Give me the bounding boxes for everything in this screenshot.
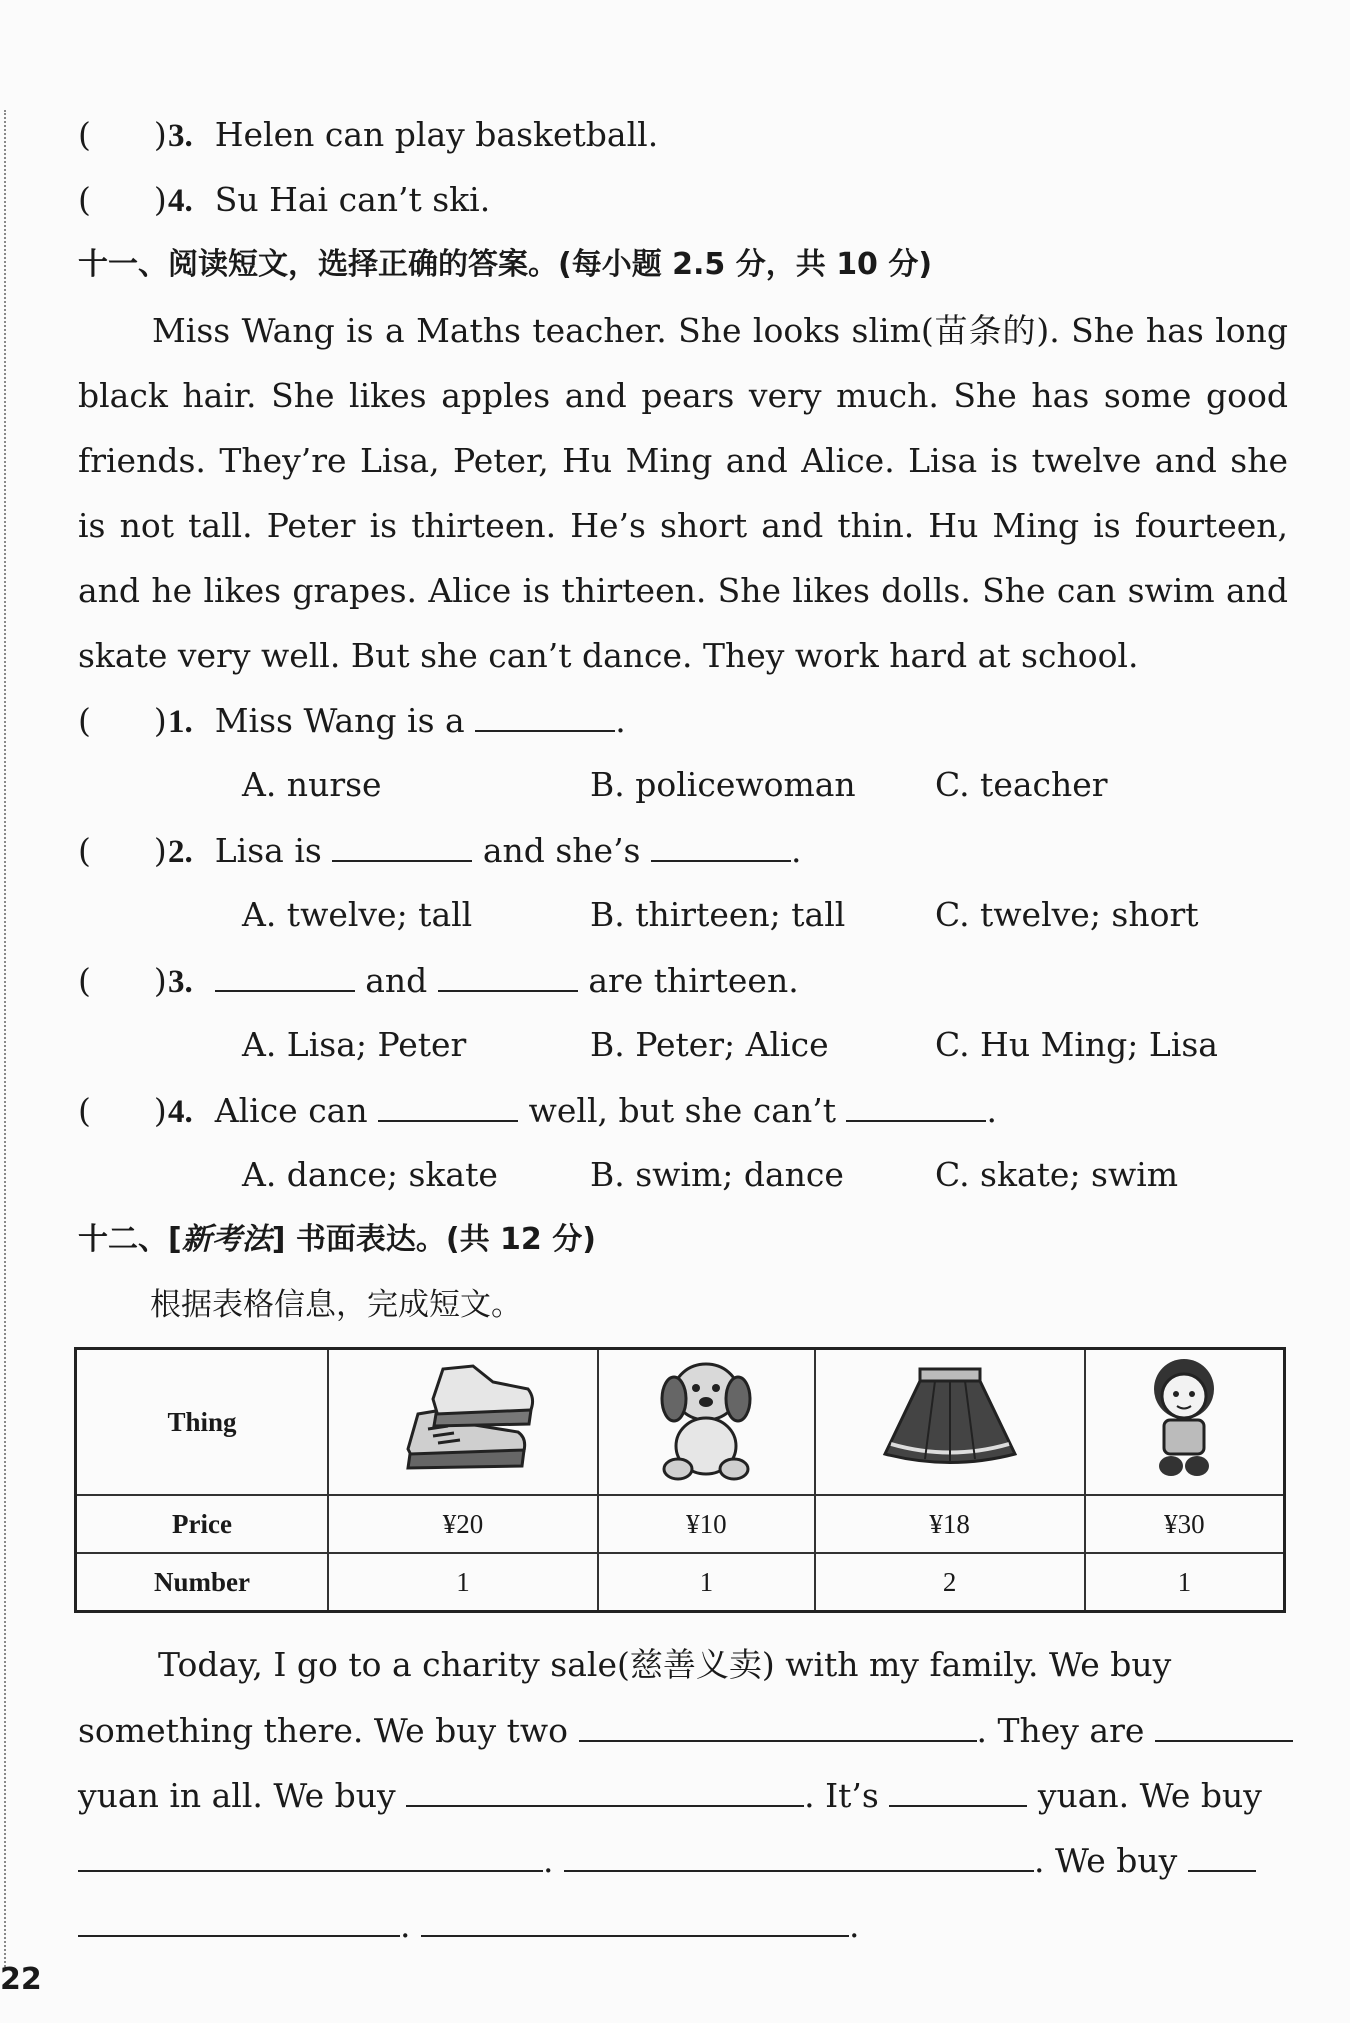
number-cell: 1	[598, 1553, 815, 1612]
price-cell: ¥20	[328, 1495, 598, 1553]
doll-icon	[1129, 1354, 1239, 1484]
section-12-title: 十二、[新考法] 书面表达。(共 12 分)	[78, 1222, 596, 1257]
reading-passage: Miss Wang is a Maths teacher. She looks slim(苗条的). She has long black hair. She likes apples and pears very much. She has some good friends. They’re Lisa, Peter, Hu Ming and Alice. Lisa is twelve and she is not tall. Peter is thirteen. He’s short and thin. Hu Ming is fourteen, and he likes grapes. Alice is thirteen. She likes dolls. She can swim and skate very well. But she can’t dance. They work hard at school.	[78, 311, 1288, 675]
q10-item-3: ( )3. Helen can play basketball.	[78, 115, 659, 154]
answer-blank[interactable]	[475, 700, 615, 732]
essay-blank[interactable]	[889, 1775, 1027, 1807]
number-cell: 2	[815, 1553, 1085, 1612]
answer-blank[interactable]	[215, 960, 355, 992]
s11-q2-option-b: B. thirteen; tall	[590, 895, 846, 934]
thing-cell-toy-dog	[598, 1349, 815, 1496]
q10-item-4: ( )4. Su Hai can’t ski.	[78, 180, 491, 219]
price-cell: ¥30	[1085, 1495, 1285, 1553]
essay-blank[interactable]	[579, 1710, 977, 1742]
price-cell: ¥10	[598, 1495, 815, 1553]
s11-q2-option-c: C. twelve; short	[935, 895, 1199, 934]
number-cell: 1	[328, 1553, 598, 1612]
s11-question-4: ( )4. Alice can well, but she can’t .	[78, 1091, 997, 1130]
answer-blank[interactable]	[332, 830, 472, 862]
row-label-number: Number	[76, 1553, 329, 1612]
s11-q1-option-c: C. teacher	[935, 765, 1108, 804]
essay-line-1: Today, I go to a charity sale(慈善义卖) with my family. We buy	[158, 1645, 1172, 1684]
essay-blank[interactable]	[421, 1905, 849, 1937]
essay-line-2: something there. We buy two . They are	[78, 1710, 1293, 1751]
answer-blank[interactable]	[846, 1090, 986, 1122]
s11-q2-option-a: A. twelve; tall	[242, 895, 473, 934]
essay-blank[interactable]	[406, 1775, 804, 1807]
thing-cell-doll	[1085, 1349, 1285, 1496]
sneakers-icon	[388, 1354, 538, 1484]
s11-question-3: ( )3. and are thirteen.	[78, 961, 799, 1000]
thing-cell-skirt	[815, 1349, 1085, 1496]
price-cell: ¥18	[815, 1495, 1085, 1553]
s11-q1-option-a: A. nurse	[242, 765, 382, 804]
skirt-icon	[875, 1359, 1025, 1479]
s11-q3-option-c: C. Hu Ming; Lisa	[935, 1025, 1218, 1064]
page-number: 22	[0, 1962, 42, 1997]
binding-dotted-line	[4, 110, 6, 1970]
essay-line-5: . .	[78, 1905, 860, 1946]
essay-blank[interactable]	[78, 1905, 400, 1937]
row-label-thing: Thing	[76, 1349, 329, 1496]
s11-q1-option-b: B. policewoman	[590, 765, 856, 804]
row-label-price: Price	[76, 1495, 329, 1553]
section-11-title: 十一、阅读短文，选择正确的答案。(每小题 2.5 分，共 10 分)	[78, 247, 933, 282]
s11-question-2: ( )2. Lisa is and she’s .	[78, 831, 802, 870]
new-test-method-tag: 新考法	[181, 1222, 272, 1257]
essay-line-4: . . We buy	[78, 1840, 1256, 1881]
section-12-instruction: 根据表格信息，完成短文。	[150, 1287, 522, 1323]
answer-blank[interactable]	[378, 1090, 518, 1122]
s11-q4-option-c: C. skate; swim	[935, 1155, 1179, 1194]
essay-blank[interactable]	[1155, 1710, 1293, 1742]
toy-dog-icon	[646, 1354, 766, 1484]
essay-line-3: yuan in all. We buy . It’s yuan. We buy	[78, 1776, 1262, 1815]
essay-blank[interactable]	[564, 1840, 1034, 1872]
s11-q3-option-a: A. Lisa; Peter	[242, 1025, 467, 1064]
answer-blank[interactable]	[438, 960, 578, 992]
essay-blank[interactable]	[78, 1840, 543, 1872]
answer-blank[interactable]	[651, 830, 791, 862]
essay-blank[interactable]	[1188, 1840, 1256, 1872]
s11-q4-option-a: A. dance; skate	[242, 1155, 498, 1194]
item-info-table	[74, 1347, 1286, 1613]
s11-q4-option-b: B. swim; dance	[590, 1155, 844, 1194]
s11-question-1: ( )1. Miss Wang is a .	[78, 701, 626, 740]
thing-cell-sneakers	[328, 1349, 598, 1496]
number-cell: 1	[1085, 1553, 1285, 1612]
s11-q3-option-b: B. Peter; Alice	[590, 1025, 829, 1064]
